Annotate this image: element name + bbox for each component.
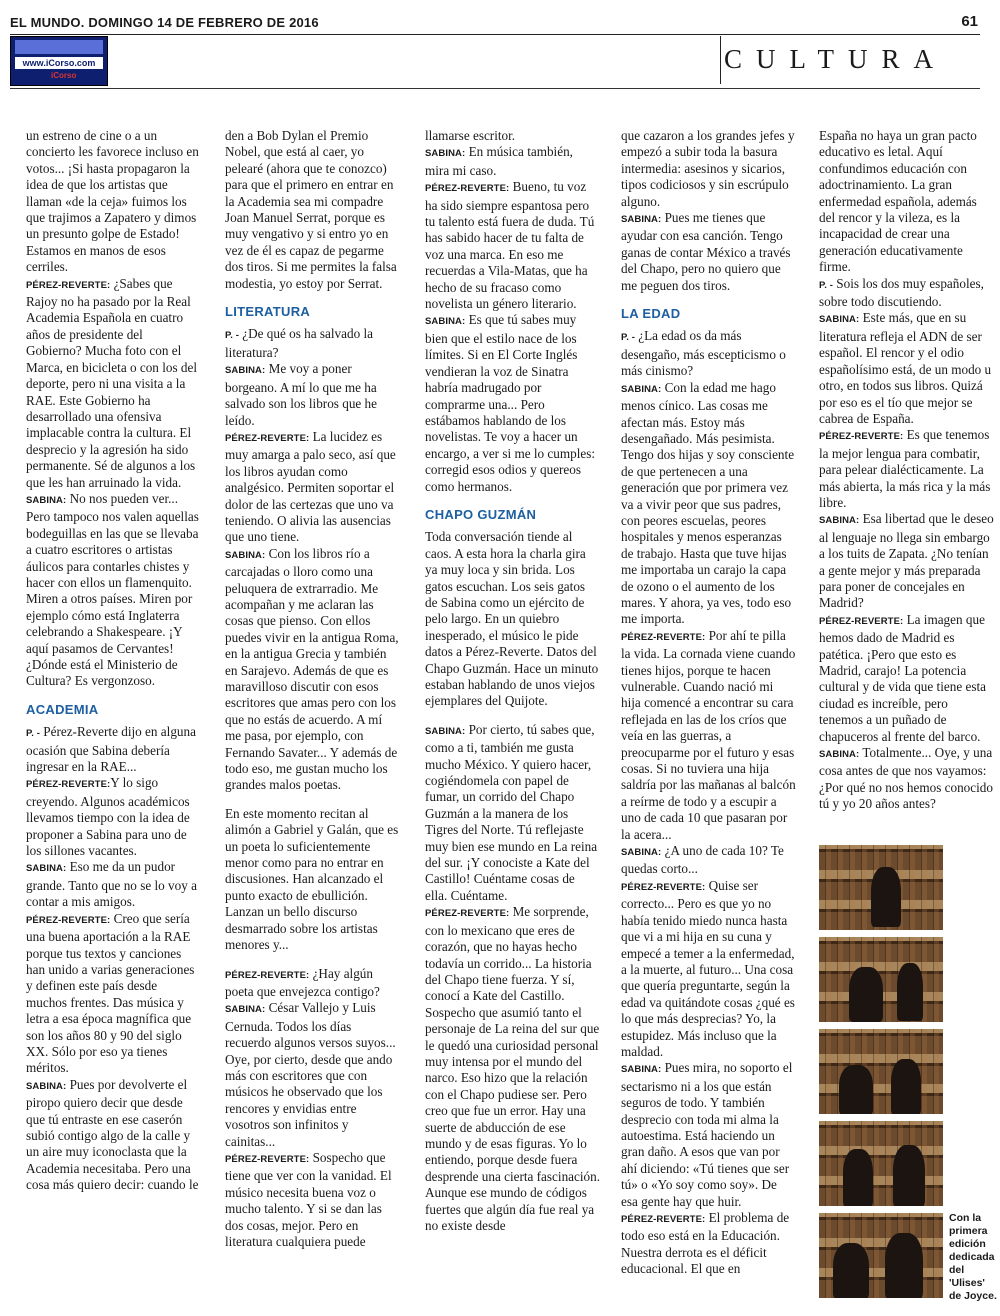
paragraph-text: El problema de todo eso está en la Educación. Nuestra derrota es el déficit educacional. El que en <box>621 1210 790 1277</box>
speaker-name: SABINA: <box>819 515 860 527</box>
speaker-name: PÉREZ-REVERTE: <box>819 615 904 627</box>
speaker-name: SABINA: <box>621 214 662 226</box>
speaker-name: SABINA: <box>425 725 466 737</box>
speaker-name: PÉREZ-REVERTE: <box>225 432 310 444</box>
speaker-name: SABINA: <box>819 314 860 326</box>
answer-paragraph <box>225 546 400 794</box>
speaker-name: SABINA: <box>425 316 466 328</box>
paragraph-text: Pues me tienes que ayudar con esa canción. Tengo ganas de contar México a través del Chapo, pero no quiero que me peguen dos tiros. <box>621 210 791 293</box>
answer-paragraph <box>26 276 201 491</box>
answer-paragraph <box>26 775 201 859</box>
ad-url[interactable]: www.iCorso.com <box>15 57 103 69</box>
ad-logo: iCorso <box>51 71 77 80</box>
question-paragraph <box>819 276 994 311</box>
paragraph-text: Eso me da un pudor grande. Tanto que no se lo voy a contar a mis amigos. <box>26 859 197 910</box>
answer-paragraph <box>26 491 201 690</box>
speaker-name: SABINA: <box>621 847 662 859</box>
speaker-name: PÉREZ-REVERTE: <box>26 914 111 926</box>
section-header <box>720 36 948 84</box>
answer-paragraph <box>819 427 994 511</box>
photo-library-4 <box>819 1121 943 1206</box>
paragraph-text: ¿Hay algún poeta que envejezca contigo? <box>225 965 380 999</box>
paragraph-text: Es que tenemos la mejor lengua para combatir, para pelear dialécticamente. La más abierta, la más rica y la más libre. <box>819 427 991 510</box>
speaker-name: SABINA: <box>621 383 662 395</box>
answer-paragraph <box>621 380 796 628</box>
photo-library-1 <box>819 845 943 930</box>
paragraph-text: Esa libertad que le deseo al lenguaje no llega sin embargo a los tuits de Zapata. ¿No tenían a gente mejor y más preparada para poner de concejales en Madrid? <box>819 511 994 611</box>
paragraph-text: Pues mira, no soporto el sectarismo ni a los que están seguros de todo. Y también desprecio con toda mi alma la autoestima. Está haciendo un gran daño. A esos que van por ahí diciendo: «Tú tienes que ser tú» o «Yo soy como soy». De esa gente hay que huir. <box>621 1060 793 1209</box>
speaker-name: P. - <box>621 332 635 344</box>
subheading-literatura: LITERATURA <box>225 304 311 320</box>
speaker-name: SABINA: <box>26 494 67 506</box>
speaker-name: SABINA: <box>819 749 860 761</box>
article-column-3 <box>425 128 600 1313</box>
answer-paragraph <box>26 859 201 910</box>
paragraph-text: La lucidez es muy amarga a palo seco, así que los libros ayudan como analgésico. Permiten soportar el dolor de las certezas que uno va teniendo. O alivia las ausencias que uno tiene. <box>225 428 396 545</box>
paragraph-text: Quise ser correcto... Pero es que yo no había tenido miedo nunca hasta que vi a mi hija en su cuna y empecé a temer a la enfermedad, a la muerte, al futuro... Una cosa que quería preguntarte, según la edad va quitándote cosas ¿qué es lo que más desprecias? Yo, la estupidez. Más incluso que la maldad. <box>621 877 795 1059</box>
paragraph: que cazaron a los grandes jefes y empezó a subir toda la basura intermedia: asesinos y sicarios, tipos codiciosos y sin escrúpulo alguno. <box>621 128 795 209</box>
answer-paragraph <box>425 904 600 1234</box>
answer-paragraph <box>26 911 201 1077</box>
masthead <box>10 12 980 35</box>
paragraph: Toda conversación tiende al caos. A esta hora la charla gira ya muy loca y sin brida. Los gatos escuchan. Los seis gatos de Sabina como un ejército de pelo largo. En un quiebro inesperado, el músico le pide datos a Pérez-Reverte. Datos del Chapo Guzmán. Hace un minuto estaban hablando de unos viejos ejemplares del Quijote. <box>425 529 599 709</box>
icorso-ad-banner[interactable] <box>10 36 108 86</box>
paragraph-text: La imagen que hemos dado de Madrid es patética. ¡Pero que esto es Madrid, carajo! La potencia cultural y de vida que tiene esta ciudad es increíble, pero tenemos a un puñado de chapuceros al frente del barco. <box>819 611 986 744</box>
answer-paragraph <box>425 722 600 904</box>
paragraph-text: Y lo sigo creyendo. Algunos académicos llevamos tiempo con la idea de proponer a Sabina para uno de los sillones vacantes. <box>26 775 190 859</box>
paragraph: den a Bob Dylan el Premio Nobel, que está al caer, yo pelearé (ahora que te conozco) para que el primero en entrar en la Academia sea mi compadre Joan Manuel Serrat, porque es muy vengativo y si entro yo en vez de él es capaz de pegarme dos tiros. Si me permites la falsa modestia, yo estoy por Serrat. <box>225 128 397 291</box>
speaker-name: SABINA: <box>225 1004 266 1016</box>
speaker-name: PÉREZ-REVERTE: <box>621 881 706 893</box>
speaker-name: PÉREZ-REVERTE: <box>621 1214 706 1225</box>
answer-paragraph <box>819 745 994 813</box>
answer-paragraph <box>225 966 400 1001</box>
speaker-name: PÉREZ-REVERTE: <box>819 431 904 443</box>
speaker-name: SABINA: <box>225 365 266 377</box>
page-number: 61 <box>961 13 978 30</box>
speaker-name: SABINA: <box>26 863 67 875</box>
paragraph-text: Sois los dos muy españoles, sobre todo discutiendo. <box>819 275 984 310</box>
paragraph-text: No nos pueden ver... Pero tampoco nos valen aquellas bodeguillas en las que se llevaba a cuatro escritores o artistas áulicos para contarles chistes y hacer con ellos un flamenquito. Miren a otros países. Miren por ejemplo cómo está Inglaterra celebrando a Shakespeare. ¡Y aquí pasamos de Cervantes! ¿Dónde está el Ministerio de Cultura? Es vergonzoso. <box>26 490 199 689</box>
answer-paragraph <box>819 612 994 745</box>
paragraph-text: ¿Sabes que Rajoy no ha pasado por la Real Academia Española en cuatro años de presidente del Gobierno? Mucha foto con el Marca, en bicicleta o con los del deporte, pero ni una visita a la RAE. Este Gobierno ha desarrollado una ofensiva implacable contra la cultura. El desprecio y la agresión ha sido permanente. Sé de algunos a los que les han arruinado la vida. <box>26 275 197 490</box>
speaker-name: SABINA: <box>425 148 466 160</box>
paragraph: llamarse escritor. <box>425 128 516 143</box>
answer-paragraph <box>621 210 796 294</box>
paragraph-text: Con los libros río a carcajadas o lloro como una peluquera de extrarradio. Me acompañan y me aclaran las cosas que pienso. Con ellos puedes vivir en la antigua Roma, en la antigua Grecia y también en Sarajevo. Además de que es maravilloso discutir con esos escritores que amas pero con los que no estás de acuerdo. A mí me pasa, por ejemplo, con Fernando Savater... Y además de todo eso, me gustan mucho los grandes malos poetas. <box>225 545 399 793</box>
answer-paragraph <box>621 1060 796 1210</box>
answer-paragraph <box>225 429 400 546</box>
paragraph-text: Bueno, tu voz ha sido siempre espantosa pero tu talento está fuera de duda. Tú has sabido hacer de tu falta de voz una marca. En eso me recuerdas a Vila-Matas, que ha hecho de su fracaso como novelista un género literario. <box>425 179 595 312</box>
paragraph-text: Este más, que en su literatura refleja el ADN de ser español. El rencor y el odio españolísimo está, de un modo u otro, en todos sus libros. Quizá por eso es el tío que mejor se cabrea de España. <box>819 310 992 426</box>
speaker-name: SABINA: <box>621 1064 662 1076</box>
speaker-name: PÉREZ-REVERTE: <box>425 183 510 195</box>
answer-paragraph <box>819 310 994 427</box>
ad-header-bar <box>15 40 103 54</box>
paragraph: un estreno de cine o a un concierto les favorece incluso en votos... ¡Si hasta propagaron la idea de que los artistas que llaman «de la ceja» fuimos los que trajimos a Zapatero y dimos un presunto golpe de Estado! Estamos en manos de esos cerriles. <box>26 128 199 275</box>
paragraph: En este momento recitan al alimón a Gabriel y Galán, que es un poeta lo suficientemente menor como para no entrar en discusiones. Han alcanzado el punto exacto de ebullición. Lanzan un bello discurso desmarrado sobre los artistas menores y... <box>225 805 399 953</box>
question-paragraph <box>225 326 400 361</box>
question-paragraph <box>621 328 796 379</box>
answer-paragraph <box>425 144 600 179</box>
photo-library-3 <box>819 1029 943 1114</box>
paragraph-text: Me voy a poner borgeano. A mí lo que me ha salvado son los libros que he leído. <box>225 361 378 428</box>
answer-paragraph <box>621 628 796 843</box>
speaker-name: P. - <box>225 330 239 342</box>
paragraph-text: Sospecho que tiene que ver con la vanidad. El músico necesita buena voz o mucho talento. Y si se dan las dos cosas, mejor. Pero en literatura cualquiera puede <box>225 1149 392 1249</box>
dateline: EL MUNDO. DOMINGO 14 DE FEBRERO DE 2016 <box>10 15 319 30</box>
answer-paragraph <box>225 1150 400 1250</box>
photo-caption: Con la primera edición dedicada del 'Ulises' de Joyce. <box>949 1212 997 1302</box>
subheading-la-edad: LA EDAD <box>621 306 681 322</box>
subheading-academia: ACADEMIA <box>26 701 99 717</box>
paragraph-text: Me sorprende, con lo mexicano que eres de corazón, que no hayas hecho todavía un corrido... La historia del Chapo tiene fuerza. Y sí, conocí a Kate del Castillo. Sospecho que asumió tanto el personaje de La reina del sur que le quedó una curiosidad personal muy intensa por el mundo del narco. Eso hizo que la relación con el Chapo pudiese ser. Pero creo que fue un error. Hay una suerte de abducción de ese mundo y de esas figuras. Yo lo entiendo, porque desde fuera desprende una cierta fascinación. Aunque ese mundo de códigos fuertes que algún día fue real ya no existe desde <box>425 904 600 1233</box>
article-column-4 <box>621 128 796 1313</box>
answer-paragraph <box>621 878 796 1060</box>
article-column-5 <box>819 128 994 838</box>
paragraph-text: Pues por devolverte el piropo quiero decir que desde que tú entraste en ese caserón subió contigo algo de la calle y un aire muy iconoclasta que la Academia necesitaba. Pero una cosa más quiero decir: cuando le <box>26 1076 199 1193</box>
paragraph-text: ¿A uno de cada 10? Te quedas corto... <box>621 843 784 877</box>
paragraph-text: Por cierto, tú sabes que, como a ti, también me gusta mucho México. Y quiero hacer, cogiéndomela con papel de fumar, un corrido del Chapo Guzmán a la manera de los Tigres del Norte. Tú reflejaste muy bien ese mundo en La reina del sur. ¡Y conociste a Kate del Castillo! Cuéntame cosas de ella. Cuéntame. <box>425 721 598 903</box>
answer-paragraph <box>225 1000 400 1150</box>
photo-sequence <box>819 845 943 1305</box>
speaker-name: SABINA: <box>26 1080 67 1092</box>
speaker-name: PÉREZ-REVERTE: <box>425 908 510 920</box>
paragraph-text: ¿De qué os ha salvado la literatura? <box>225 326 373 360</box>
answer-paragraph <box>621 1210 796 1278</box>
speaker-name: PÉREZ-REVERTE: <box>26 779 111 791</box>
answer-paragraph <box>621 843 796 878</box>
paragraph: España no haya un gran pacto educativo es letal. Aquí confundimos educación con adoctrinamiento. La gran enfermedad española, además del rencor y la vileza, es la incapacidad de crear una generación educativamente firme. <box>819 128 977 275</box>
subheading-chapo-guzman: CHAPO GUZMÁN <box>425 506 537 522</box>
paragraph-text: Es que tú sabes muy bien que el estilo nace de los límites. Si en El Corte Inglés vendieran la voz de Sinatra habría madrugado por comprarme una... Pero estábamos hablando de los novelistas. Te voy a hacer un encargo, a ver si me lo cumples: corregid esos odios y quereos como hermanos. <box>425 312 596 494</box>
answer-paragraph <box>425 179 600 312</box>
paragraph-text: César Vallejo y Luis Cernuda. Todos los días recuerdo algunos versos suyos... Oye, por cierto, desde que ando más con escritores que con músicos he observado que los rencores y envidias entre vosotros son infinitos y cainitas... <box>225 1000 396 1149</box>
answer-paragraph <box>26 1077 201 1194</box>
paragraph-text: Con la edad me hago menos cínico. Las cosas me afectan más. Estoy más desengañado. Más pesimista. Tengo dos hijas y soy consciente de que pertenecen a una generación que por primera vez va a vivir peor que sus padres, con peores escuelas, peores hospitales y menos esperanzas de trabajo. Hasta que tuve hijas me importaba un carajo la capa de ozono o el aumento de los mares. Y ahora, ya ves, todo eso me importa. <box>621 379 795 627</box>
header-rule <box>10 88 980 89</box>
article-column-1 <box>26 128 201 1313</box>
paragraph-text: En música también, mira mi caso. <box>425 144 573 178</box>
answer-paragraph <box>819 511 994 611</box>
paragraph-text: Totalmente... Oye, y una cosa antes de que nos vayamos: ¿Por qué no nos hemos conocido tú y yo 20 años antes? <box>819 745 993 812</box>
speaker-name: P. - <box>26 728 40 740</box>
answer-paragraph <box>425 312 600 494</box>
speaker-name: P. - <box>819 279 833 291</box>
speaker-name: PÉREZ-REVERTE: <box>225 969 310 981</box>
section-title: CULTURA <box>723 44 948 74</box>
question-paragraph <box>26 724 201 775</box>
article-column-2 <box>225 128 400 1313</box>
speaker-name: PÉREZ-REVERTE: <box>621 631 706 643</box>
photo-library-5 <box>819 1213 943 1298</box>
speaker-name: PÉREZ-REVERTE: <box>225 1153 310 1165</box>
paragraph-text: Pérez-Reverte dijo en alguna ocasión que Sabina debería ingresar en la RAE... <box>26 724 196 775</box>
speaker-name: PÉREZ-REVERTE: <box>26 279 111 291</box>
speaker-name: SABINA: <box>225 549 266 561</box>
paragraph-text: Creo que sería una buena aportación a la RAE porque tus textos y canciones han unido a varias generaciones y definen este país desde muchos frentes. Das música y letra a esa época magnífica que son los años 80 y 90 del siglo XX. Sólo por eso ya tienes méritos. <box>26 910 195 1076</box>
paragraph-text: ¿La edad os da más desengaño, más escepticismo o más cinismo? <box>621 328 786 379</box>
photo-library-2 <box>819 937 943 1022</box>
answer-paragraph <box>225 361 400 429</box>
paragraph-text: Por ahí te pilla la vida. La cornada viene cuando tienes hijos, porque te hacen vulnerable. Cuando nació mi hija comencé a encontrar su cara reflejada en las de los críos que veía en las guerras, a preocuparme por el futuro y esas cosas. Si no tuviera una hija saldría por las mañanas al balcón a reírme de todo y a escupir a uno de cada 10 que pasaran por la acera... <box>621 627 796 842</box>
